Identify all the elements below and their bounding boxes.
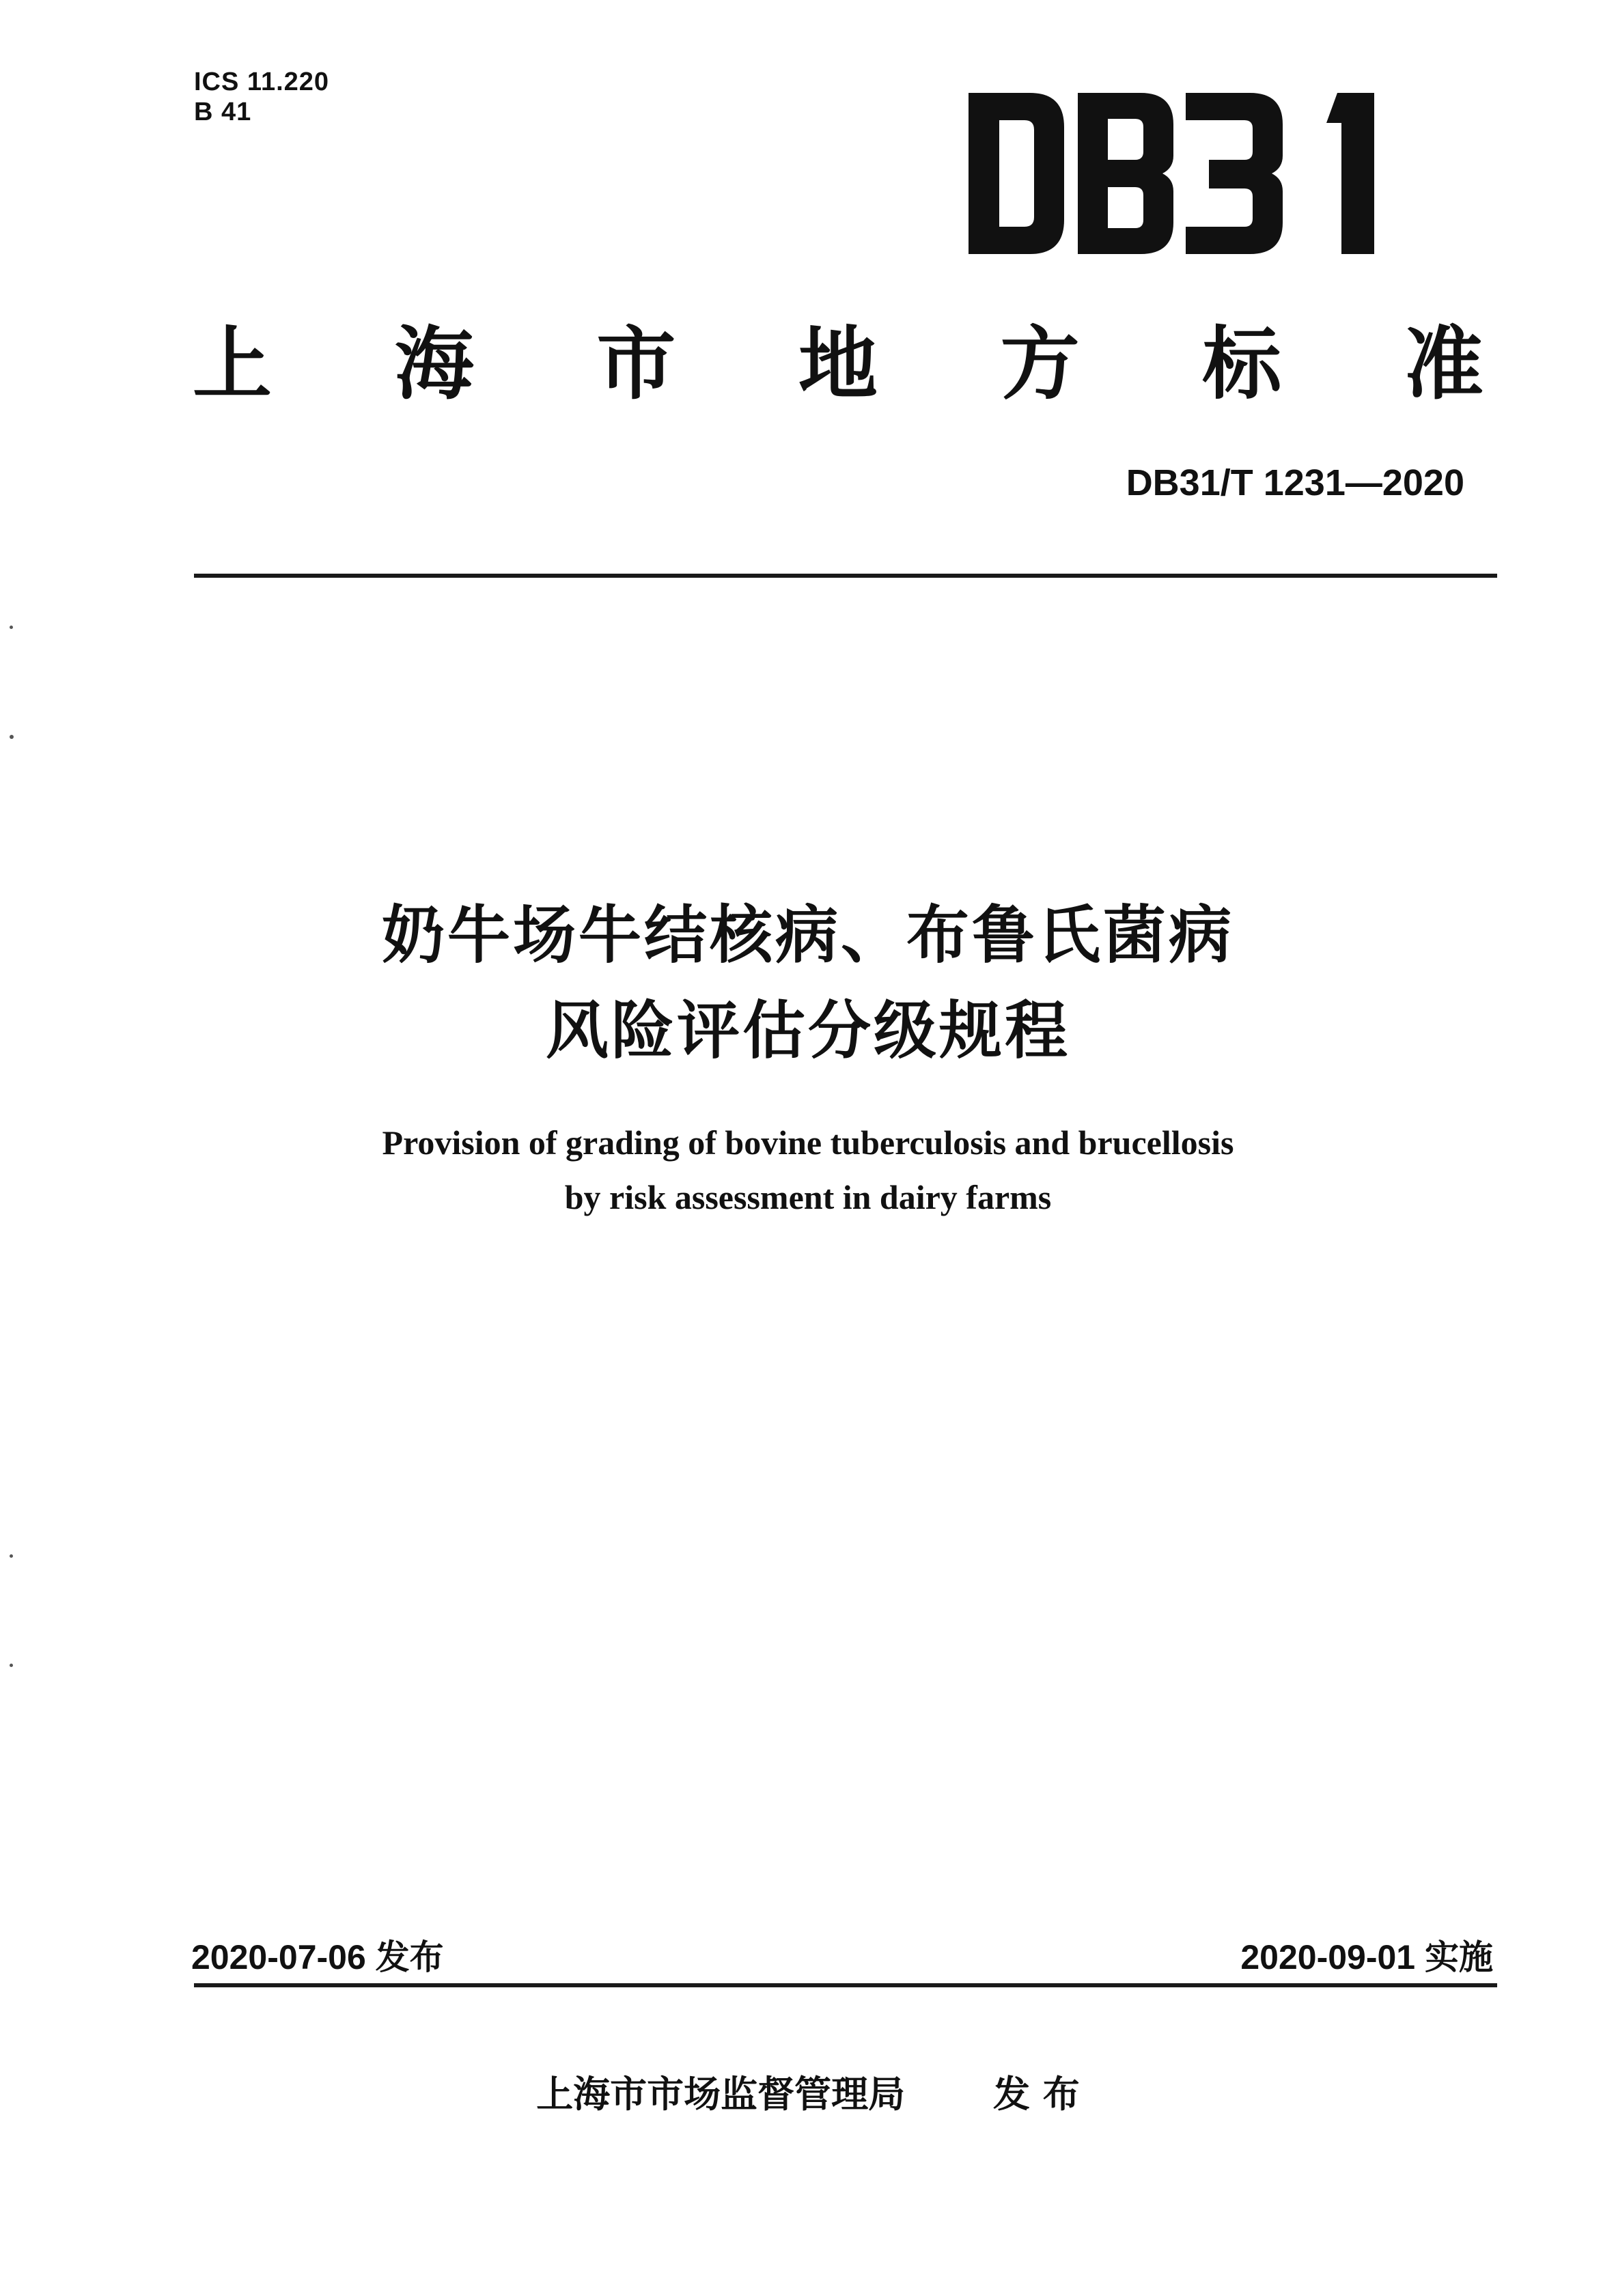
publisher-name: 上海市市场监督管理局 xyxy=(536,2073,906,2116)
ics-code: ICS 11.220 xyxy=(194,68,330,96)
title-char: 方 xyxy=(1000,318,1080,410)
title-char: 上 xyxy=(193,318,272,410)
title-char: 市 xyxy=(596,318,676,410)
issue-date: 2020-07-06 发布 xyxy=(191,1938,444,1976)
chinese-title-line-2: 风险评估分级规程 xyxy=(545,994,1070,1067)
title-char: 标 xyxy=(1202,318,1282,410)
db31-logo xyxy=(969,93,1412,254)
scan-speck xyxy=(10,1664,13,1667)
publisher-row xyxy=(0,2065,1616,2118)
publish-action: 发 布 xyxy=(993,2073,1080,2116)
title-char: 地 xyxy=(798,318,878,410)
chinese-title-line-1: 奶牛场牛结核病、布鲁氏菌病 xyxy=(381,899,1234,972)
standard-number: DB31/T 1231—2020 xyxy=(1126,462,1464,503)
implementation-date: 2020-09-01 实施 xyxy=(1240,1938,1493,1976)
scan-speck xyxy=(10,1554,13,1558)
scan-speck xyxy=(10,735,14,739)
title-char: 海 xyxy=(394,318,474,410)
ccs-code: B 41 xyxy=(194,98,252,126)
english-title-line-2: by risk assessment in dairy farms xyxy=(564,1178,1052,1216)
footer-divider xyxy=(194,1983,1497,1987)
scan-speck xyxy=(10,626,13,629)
title-char: 准 xyxy=(1404,318,1483,410)
header-divider xyxy=(194,574,1497,578)
english-title-line-1: Provision of grading of bovine tuberculosis and brucellosis xyxy=(382,1123,1234,1162)
standard-type-title xyxy=(193,313,1483,410)
